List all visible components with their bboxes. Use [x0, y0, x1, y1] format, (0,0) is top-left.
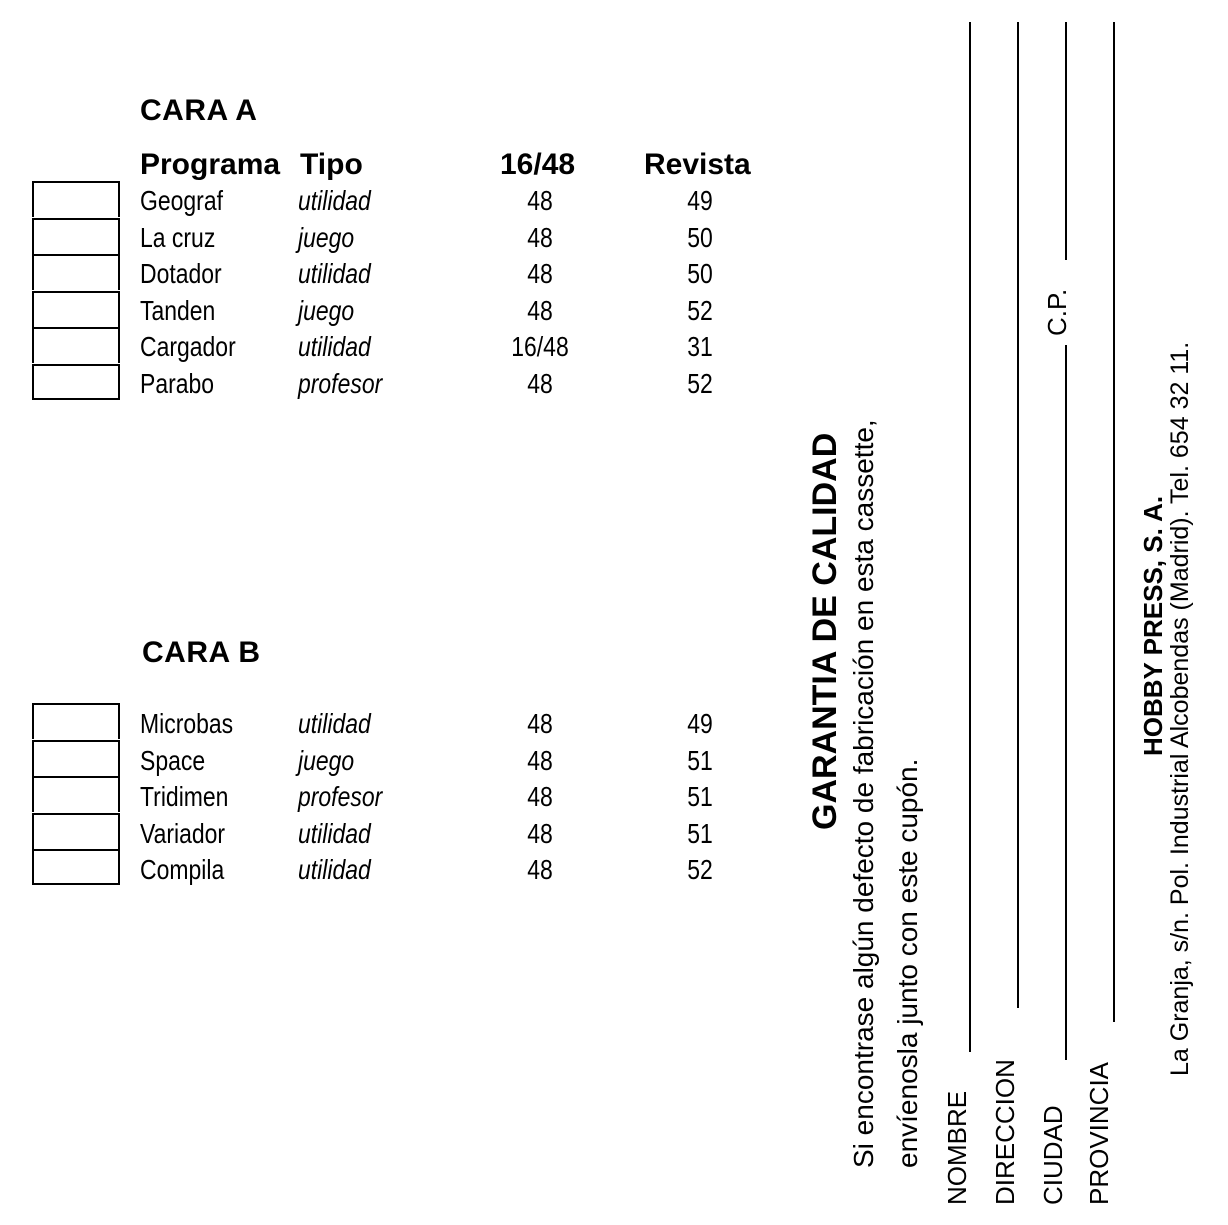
- programa-cell: Cargador: [140, 331, 236, 362]
- programa-cell: Compila: [140, 854, 225, 885]
- revista-cell: 52: [687, 367, 713, 399]
- checkbox[interactable]: [32, 740, 120, 776]
- version-cell: 48: [527, 781, 553, 812]
- direccion-line[interactable]: [1017, 22, 1019, 1008]
- checkbox[interactable]: [32, 813, 120, 849]
- cp-label: C.P.: [1042, 288, 1072, 336]
- checkbox[interactable]: [32, 181, 120, 217]
- tipo-cell: utilidad: [298, 708, 371, 739]
- checkbox[interactable]: [32, 849, 120, 885]
- header-tipo: Tipo: [300, 148, 363, 181]
- publisher-address: La Granja, s/n. Pol. Industrial Alcobendas (Madrid). Tel. 654 32 11.: [1166, 341, 1194, 1076]
- cp-line[interactable]: [1065, 22, 1067, 260]
- version-cell: 48: [527, 367, 553, 399]
- revista-cell: 51: [687, 781, 713, 812]
- tipo-cell: utilidad: [298, 331, 371, 362]
- tipo-cell: utilidad: [298, 817, 371, 849]
- revista-cell: 51: [687, 744, 713, 776]
- version-cell: 16/48: [511, 331, 569, 362]
- provincia-label: PROVINCIA: [1084, 1061, 1114, 1205]
- programa-cell: Tanden: [140, 294, 216, 326]
- tipo-cell: profesor: [298, 367, 383, 399]
- tipo-cell: profesor: [298, 781, 383, 812]
- cara-a-title: CARA A: [140, 94, 258, 127]
- ciudad-line[interactable]: [1065, 345, 1067, 1060]
- version-cell: 48: [527, 221, 553, 253]
- programa-cell: Space: [140, 744, 206, 776]
- tipo-cell: juego: [298, 294, 355, 326]
- cara-b-title: CARA B: [142, 636, 261, 669]
- header-16-48: 16/48: [500, 148, 576, 181]
- direccion-label: DIRECCION: [990, 1059, 1020, 1205]
- version-cell: 48: [527, 258, 553, 289]
- checkbox[interactable]: [32, 254, 120, 290]
- header-revista: Revista: [644, 148, 751, 181]
- checkbox[interactable]: [32, 218, 120, 254]
- checkbox[interactable]: [32, 291, 120, 327]
- revista-cell: 49: [687, 185, 713, 216]
- revista-cell: 52: [687, 294, 713, 326]
- nombre-line[interactable]: [969, 22, 971, 1052]
- provincia-line[interactable]: [1113, 22, 1115, 1022]
- checkbox[interactable]: [32, 776, 120, 812]
- version-cell: 48: [527, 708, 553, 739]
- checkbox[interactable]: [32, 703, 120, 739]
- ciudad-label: CIUDAD: [1038, 1105, 1068, 1205]
- programa-cell: Tridimen: [140, 781, 229, 812]
- programa-cell: La cruz: [140, 221, 216, 253]
- revista-cell: 51: [687, 817, 713, 849]
- checkbox[interactable]: [32, 364, 120, 400]
- programa-cell: Geograf: [140, 185, 223, 216]
- tipo-cell: utilidad: [298, 185, 371, 216]
- version-cell: 48: [527, 744, 553, 776]
- version-cell: 48: [527, 294, 553, 326]
- checkbox[interactable]: [32, 327, 120, 363]
- revista-cell: 49: [687, 708, 713, 739]
- revista-cell: 50: [687, 258, 713, 289]
- programa-cell: Parabo: [140, 367, 215, 399]
- publisher-name: HOBBY PRESS, S. A.: [1138, 495, 1168, 756]
- programa-cell: Dotador: [140, 258, 222, 289]
- garantia-line-2: envíenosla junto con este cupón.: [892, 758, 923, 1168]
- nombre-label: NOMBRE: [942, 1090, 972, 1205]
- header-programa: Programa: [140, 148, 281, 181]
- garantia-title: GARANTIA DE CALIDAD: [806, 432, 844, 830]
- tipo-cell: juego: [298, 744, 355, 776]
- version-cell: 48: [527, 854, 553, 885]
- tipo-cell: utilidad: [298, 854, 371, 885]
- programa-cell: Variador: [140, 817, 226, 849]
- revista-cell: 50: [687, 221, 713, 253]
- tipo-cell: juego: [298, 221, 355, 253]
- version-cell: 48: [527, 185, 553, 216]
- revista-cell: 52: [687, 854, 713, 885]
- programa-cell: Microbas: [140, 708, 234, 739]
- revista-cell: 31: [687, 331, 713, 362]
- tipo-cell: utilidad: [298, 258, 371, 289]
- garantia-line-1: Si encontrase algún defecto de fabricación en esta cassette,: [848, 419, 879, 1168]
- version-cell: 48: [527, 817, 553, 849]
